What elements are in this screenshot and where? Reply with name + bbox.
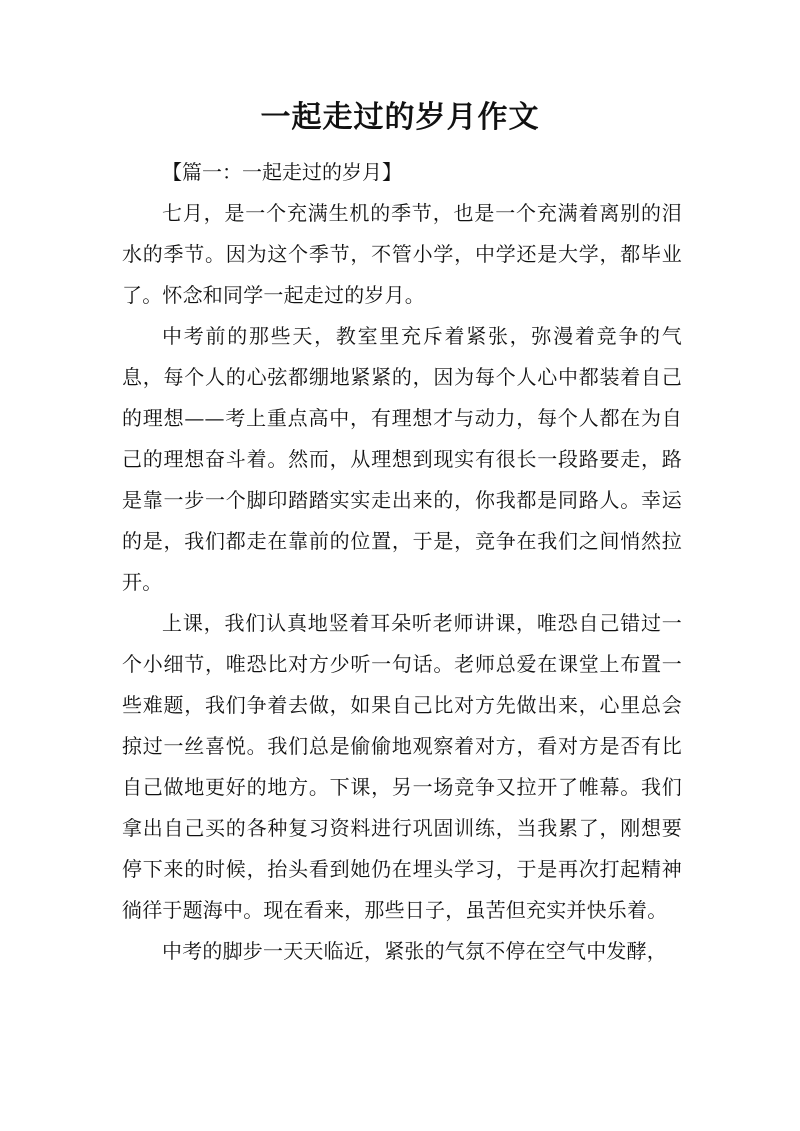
document-body: [122, 152, 682, 972]
document-title: 一起走过的岁月作文: [260, 100, 540, 135]
paragraph-2: 中考前的那些天，教室里充斥着紧张，弥漫着竞争的气息，每个人的心弦都绷地紧紧的，因为每个人心中都装着自己的理想——考上重点高中，有理想才与动力，每个人都在为自己的理想奋斗着。然而，从理想到现实有很长一段路要走，路是靠一步一个脚印踏踏实实走出来的，你我都是同路人。幸运的是，我们都走在靠前的位置，于是，竞争在我们之间悄然拉开。: [122, 324, 682, 594]
section-heading: 【篇一：一起走过的岁月】: [162, 160, 402, 184]
paragraph-1: 七月，是一个充满生机的季节，也是一个充满着离别的泪水的季节。因为这个季节，不管小学，中学还是大学，都毕业了。怀念和同学一起走过的岁月。: [122, 201, 682, 307]
paragraph-4: 中考的脚步一天天临近，紧张的气氛不停在空气中发酵，: [162, 939, 667, 963]
paragraph-3: 上课，我们认真地竖着耳朵听老师讲课，唯恐自己错过一个小细节，唯恐比对方少听一句话。老师总爱在课堂上布置一些难题，我们争着去做，如果自己比对方先做出来，心里总会掠过一丝喜悦。我们总是偷偷地观察着对方，看对方是否有比自己做地更好的地方。下课，另一场竞争又拉开了帷幕。我们拿出自己买的各种复习资料进行巩固训练，当我累了，刚想要停下来的时候，抬头看到她仍在埋头学习，于是再次打起精神徜徉于题海中。现在看来，那些日子，虽苦但充实并快乐着。: [122, 611, 682, 922]
